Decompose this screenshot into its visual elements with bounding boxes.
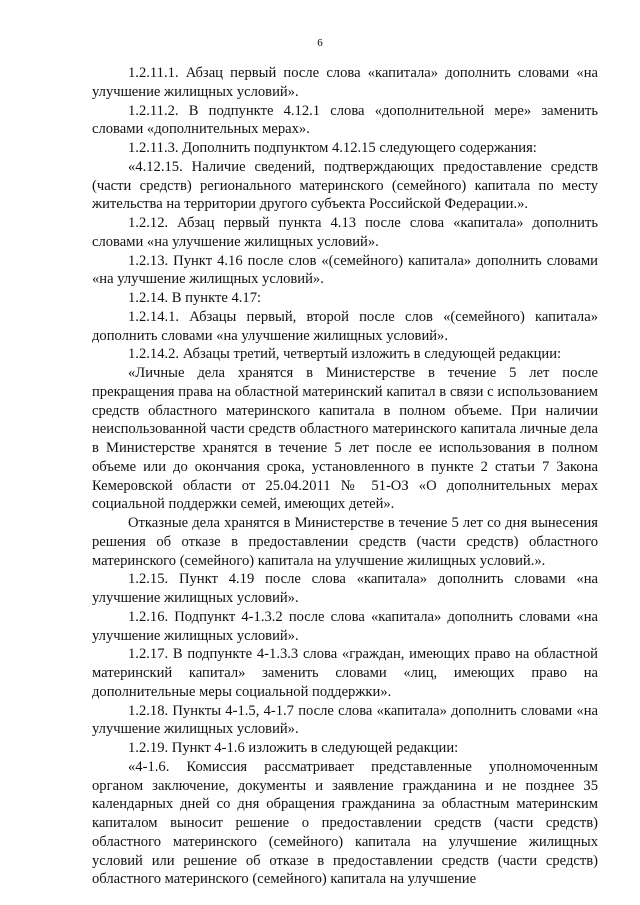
paragraph-quote-4-12-15: «4.12.15. Наличие сведений, подтверждающих предоставление средств (части средств) регионального материнского (семейного) капитала по месту жительства на территории другого субъекта Российской Федерации.».	[92, 158, 598, 213]
paragraph-1-2-14-2: 1.2.14.2. Абзацы третий, четвертый изложить в следующей редакции:	[128, 346, 562, 363]
paragraph-1-2-14: 1.2.14. В пункте 4.17:	[128, 290, 262, 306]
paragraph-1-2-11-1: 1.2.11.1. Абзац первый после слова «капитала» дополнить словами «на улучшение жилищных условий».	[92, 65, 598, 100]
paragraph-1-2-17: 1.2.17. В подпункте 4-1.3.3 слова «граждан, имеющих право на областной материнский капитал» заменить словами «лиц, имеющих право на дополнительные меры социальной поддержки».	[92, 646, 598, 700]
document-body	[92, 64, 598, 889]
paragraph-1-2-14-1: 1.2.14.1. Абзацы первый, второй после слов «(семейного) капитала» дополнить словами «на улучшение жилищных условий».	[92, 308, 598, 344]
paragraph-1-2-11-3: 1.2.11.3. Дополнить подпунктом 4.12.15 следующего содержания:	[128, 140, 537, 156]
paragraph-1-2-12: 1.2.12. Абзац первый пункта 4.13 после слова «капитала» дополнить словами «на улучшение жилищных условий».	[92, 215, 598, 250]
paragraph-1-2-15: 1.2.15. Пункт 4.19 после слова «капитала» дополнить словами «на улучшение жилищных условий».	[92, 571, 598, 606]
paragraph-quote-4-1-6: «4-1.6. Комиссия рассматривает представленные уполномоченным органом заключение, документы и заявление гражданина и не позднее 35 календарных дней со дня обращения гражданина за областным материнским капиталом выносит решение о предоставлении средств (части средств) областного материнского (семейного) капитала на улучшение жилищных условий или решение об отказе в предоставлении средств (части средств) областного материнского (семейного) капитала на улучшение	[92, 758, 598, 888]
paragraph-quote-personal-files: «Личные дела хранятся в Министерстве в течение 5 лет после прекращения права на областной материнский капитал в связи с использованием средств областного материнского капитала в полном объеме. При наличии неиспользованной части средств областного материнского капитала личные дела в Министерстве хранятся в течение 5 лет после ее использования в полном объеме или до окончания срока, установленного в пункте 2 статьи 7 Закона Кемеровской области от 25.04.2011 № 51-ОЗ «О дополнительных мерах социальной поддержки семей, имеющих детей».	[92, 365, 598, 513]
paragraph-1-2-19: 1.2.19. Пункт 4-1.6 изложить в следующей редакции:	[128, 740, 459, 756]
page-number: 6	[317, 37, 323, 49]
paragraph-1-2-11-2: 1.2.11.2. В подпункте 4.12.1 слова «дополнительной мере» заменить словами «дополнительных мерах».	[92, 102, 598, 138]
paragraph-1-2-18: 1.2.18. Пункты 4-1.5, 4-1.7 после слова «капитала» дополнить словами «на улучшение жилищных условий».	[92, 702, 598, 738]
paragraph-quote-refusal-files: Отказные дела хранятся в Министерстве в течение 5 лет со дня вынесения решения об отказе в предоставлении средств (части средств) областного материнского (семейного) капитала на улучшение жилищных условий.».	[92, 515, 598, 569]
paragraph-1-2-16: 1.2.16. Подпункт 4-1.3.2 после слова «капитала» дополнить словами «на улучшение жилищных условий».	[92, 608, 598, 644]
paragraph-1-2-13: 1.2.13. Пункт 4.16 после слов «(семейного) капитала» дополнить словами «на улучшение жилищных условий».	[92, 252, 598, 288]
